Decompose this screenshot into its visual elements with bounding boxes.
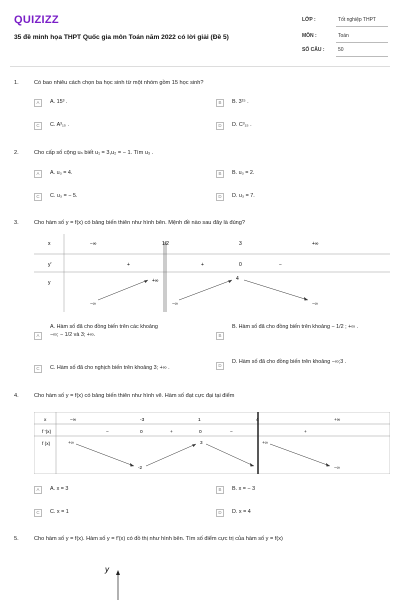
meta-key-count: SỐ CÂU : — [302, 47, 325, 53]
option-b-text: B. x = − 3 — [232, 486, 256, 492]
y-val: −∞ — [172, 301, 178, 306]
x-val: -3 — [140, 418, 145, 423]
f-val: −∞ — [334, 465, 340, 470]
option-a-text: A. 15³ . — [50, 99, 68, 105]
y-val: +∞ — [152, 278, 159, 284]
meta-value-count: 50 — [338, 47, 344, 53]
df-val: − — [230, 430, 233, 435]
option-a-text-2: −∞; − 1/2 và 3; +∞. — [50, 332, 96, 338]
option-a-box[interactable]: A — [34, 486, 42, 494]
variation-table-q3 — [34, 234, 390, 312]
option-b-text: B. 3¹⁵ . — [232, 99, 249, 105]
zero: 0 — [239, 262, 242, 268]
meta-value-subject: Toán — [338, 33, 349, 39]
option-d-text: D. x = 4 — [232, 509, 251, 515]
x-val: +∞ — [312, 241, 319, 247]
option-d-text: D. u₃ = 7. — [232, 193, 255, 199]
question-number: 4. — [14, 393, 19, 399]
option-d-box[interactable]: D — [216, 362, 224, 370]
option-a-box[interactable]: A — [34, 332, 42, 340]
df-val: 0 — [140, 430, 143, 435]
option-b-box[interactable]: B — [216, 99, 224, 107]
variation-table-q4 — [34, 412, 390, 474]
f-val: -2 — [138, 465, 143, 470]
option-c-text: C. x = 1 — [50, 509, 69, 515]
df-val: + — [304, 430, 307, 435]
y-val: −∞ — [90, 301, 96, 306]
question-number: 3. — [14, 220, 19, 226]
question-text: Cho cấp số cộng uₙ biết u₁ = 3,u₂ = − 1. Tìm u₃ . — [34, 150, 154, 156]
f-val: 3 — [200, 440, 203, 445]
x-val: −∞ — [90, 241, 97, 247]
option-a-text: A. u₃ = 4. — [50, 170, 73, 176]
derivative-graph-q5 — [96, 560, 136, 600]
f-val: +∞ — [262, 440, 268, 445]
question-text: Cho hàm số y = f(x). Hàm số y = f'(x) có đồ thị như hình bên. Tìm số điểm cực trị của hàm số y = f(x) — [34, 536, 283, 542]
x-val: 1/2 — [162, 241, 169, 247]
option-c-box[interactable]: C — [34, 193, 42, 201]
f-val: +∞ — [68, 440, 74, 445]
question-number: 5. — [14, 536, 19, 542]
option-d-box[interactable]: D — [216, 193, 224, 201]
option-c-box[interactable]: C — [34, 122, 42, 130]
option-a-text: A. Hàm số đã cho đồng biến trên các khoảng — [50, 324, 158, 330]
df-val: 0 — [199, 430, 202, 435]
df-val: + — [170, 430, 173, 435]
document-title: 35 đề minh họa THPT Quốc gia môn Toán năm 2022 có lời giải (Đề 5) — [14, 34, 229, 41]
meta-key-subject: MÔN : — [302, 33, 317, 39]
sign: + — [201, 262, 204, 268]
x-val: 3 — [239, 241, 242, 247]
x-val: −∞ — [70, 418, 77, 423]
y-val: −∞ — [312, 301, 318, 306]
option-d-text: D. C³₁₅ . — [232, 122, 252, 128]
df-val: − — [106, 430, 109, 435]
question-text: Có bao nhiêu cách chọn ba học sinh từ một nhóm gồm 15 học sinh? — [34, 80, 204, 86]
question-text: Cho hàm số y = f(x) có bảng biến thiên như hình vẽ. Hàm số đạt cực đại tại điểm — [34, 393, 235, 399]
meta-key-class: LỚP : — [302, 17, 316, 23]
sign: + — [127, 262, 130, 268]
option-b-box[interactable]: B — [216, 170, 224, 178]
question-text: Cho hàm số y = f(x) có bảng biến thiên như hình bên. Mệnh đề nào sau đây là đúng? — [34, 220, 246, 226]
option-c-text: C. A³₁₅ . — [50, 122, 69, 128]
option-a-box[interactable]: A — [34, 170, 42, 178]
question-number: 2. — [14, 150, 19, 156]
option-c-text: C. u₃ = − 5. — [50, 193, 78, 199]
option-a-text: A. x = 3 — [50, 486, 69, 492]
y-val: 4 — [236, 276, 239, 282]
meta-value-class: Tốt nghiệp THPT — [338, 17, 376, 23]
option-b-text: B. Hàm số đã cho đồng biến trên khoảng − 1/2 ; +∞ . — [232, 324, 359, 330]
graph-y-label: y — [105, 565, 109, 574]
option-d-text: D. Hàm số đã cho đồng biến trên khoảng −∞;3 . — [232, 359, 347, 365]
x-val: 1 — [198, 418, 201, 423]
dy-label: y' — [48, 262, 52, 268]
question-number: 1. — [14, 80, 19, 86]
option-c-box[interactable]: C — [34, 365, 42, 373]
sign: − — [279, 262, 282, 268]
x-label: x — [44, 418, 47, 423]
df-label: f '(x) — [42, 430, 52, 435]
x-label: x — [48, 241, 51, 247]
f-label: f (x) — [42, 442, 51, 447]
option-d-box[interactable]: D — [216, 122, 224, 130]
x-val: +∞ — [334, 418, 341, 423]
quizizz-logo: QUIZIZZ — [14, 14, 59, 26]
option-a-box[interactable]: A — [34, 99, 42, 107]
option-b-box[interactable]: B — [216, 332, 224, 340]
y-label: y — [48, 280, 51, 286]
option-d-box[interactable]: D — [216, 509, 224, 517]
option-b-text: B. u₃ = 2. — [232, 170, 255, 176]
option-c-text: C. Hàm số đã cho nghịch biến trên khoảng 3; +∞ . — [50, 365, 170, 371]
option-b-box[interactable]: B — [216, 486, 224, 494]
option-c-box[interactable]: C — [34, 509, 42, 517]
x-val: 4 — [256, 418, 259, 423]
